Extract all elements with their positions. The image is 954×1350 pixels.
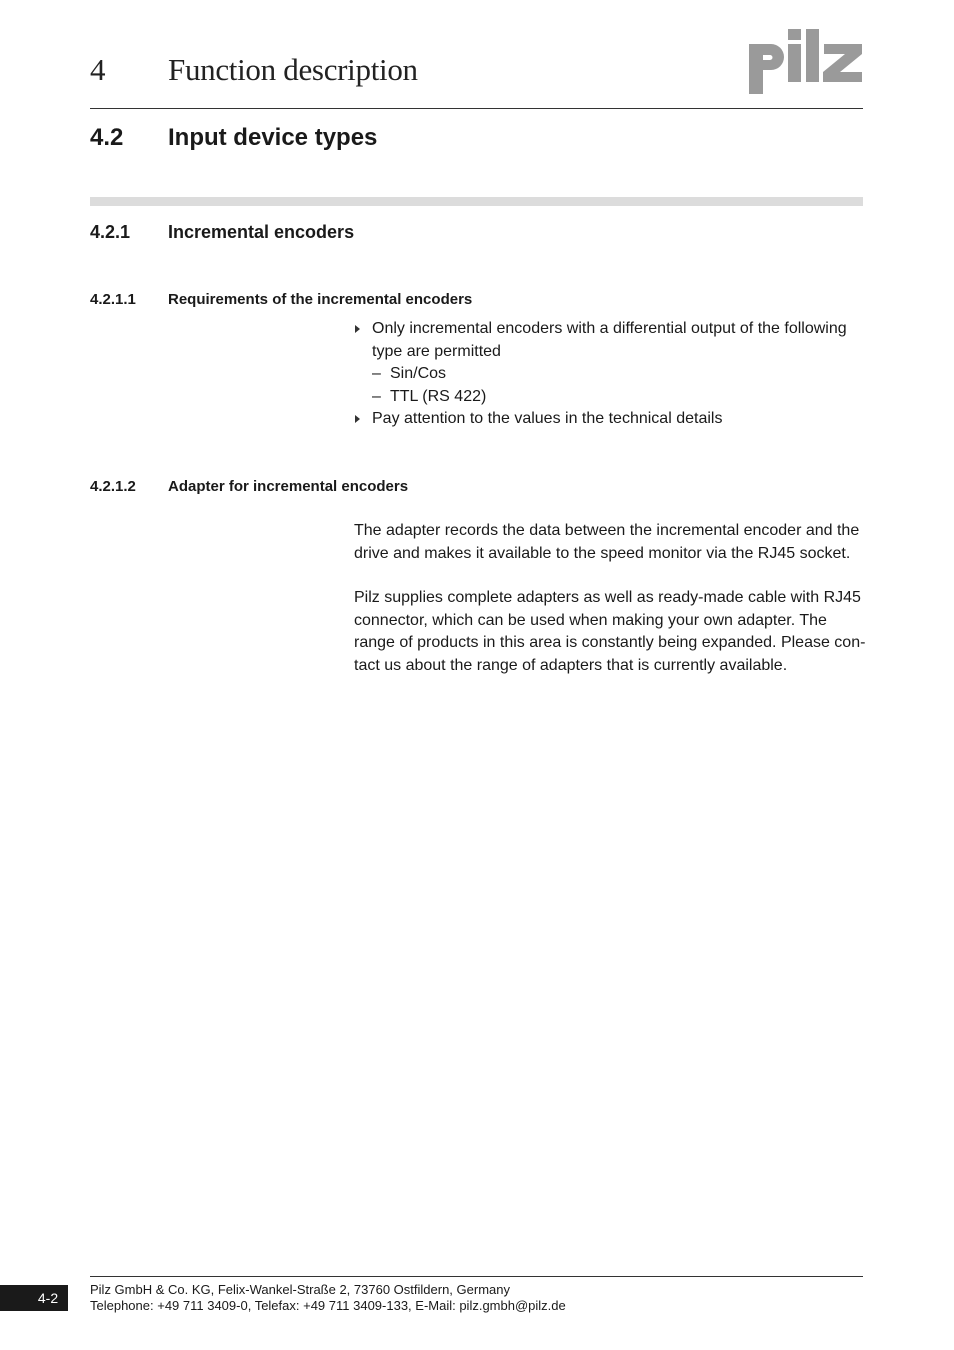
subsubsection-1-title: Requirements of the incremental encoders [168, 291, 473, 308]
footer-address: Pilz GmbH & Co. KG, Felix-Wankel-Straße 2, 73760 Ostfildern, Germany [90, 1282, 510, 1297]
logo-letter-i-dot [788, 29, 801, 40]
section-number: 4.2 [90, 124, 124, 151]
dash-item-1: Sin/Cos [390, 365, 447, 382]
page-number: 4-2 [0, 1285, 68, 1311]
paragraph-2-line-1: Pilz supplies complete adapters as well as ready-made cable with RJ45 [354, 589, 861, 606]
subsubsection-2-number: 4.2.1.2 [90, 478, 136, 495]
subsubsection-1-number: 4.2.1.1 [90, 291, 136, 308]
logo-letter-i-stem [788, 44, 801, 82]
paragraph-1-line-2: drive and makes it available to the speed monitor via the RJ45 socket. [354, 545, 851, 562]
footer-rule [90, 1276, 863, 1277]
dash-icon: – [372, 365, 381, 382]
section-divider-bar [90, 197, 863, 206]
dash-icon: – [372, 388, 381, 405]
subsection-title: Incremental encoders [168, 222, 355, 242]
logo-letter-z [823, 44, 862, 82]
paragraph-2-line-4: tact us about the range of adapters that is currently available. [354, 657, 788, 674]
bullet-1-line-1: Only incremental encoders with a differential output of the following [372, 320, 847, 337]
logo-letter-p [749, 44, 784, 94]
dash-item-2: TTL (RS 422) [390, 388, 487, 405]
paragraph-1-line-1: The adapter records the data between the incremental encoder and the [354, 522, 860, 539]
bullet-2: Pay attention to the values in the technical details [372, 410, 723, 427]
paragraph-2-line-3: range of products in this area is constantly being expanded. Please con- [354, 634, 866, 651]
subsection-number: 4.2.1 [90, 222, 131, 242]
pilz-logo [746, 26, 864, 96]
bullet-arrow-icon [355, 415, 360, 423]
paragraph-2-line-2: connector, which can be used when making your own adapter. The [354, 612, 827, 629]
bullet-arrow-icon [355, 325, 360, 333]
bullet-1-line-2: type are permitted [372, 343, 501, 360]
chapter-number: 4 [90, 52, 106, 87]
footer-contact: Telephone: +49 711 3409-0, Telefax: +49 711 3409-133, E-Mail: pilz.gmbh@pilz.de [90, 1298, 566, 1313]
header-rule [90, 108, 863, 109]
logo-letter-l [806, 29, 819, 82]
chapter-title: Function description [168, 52, 418, 87]
section-title: Input device types [168, 124, 378, 151]
subsubsection-2-title: Adapter for incremental encoders [168, 478, 409, 495]
